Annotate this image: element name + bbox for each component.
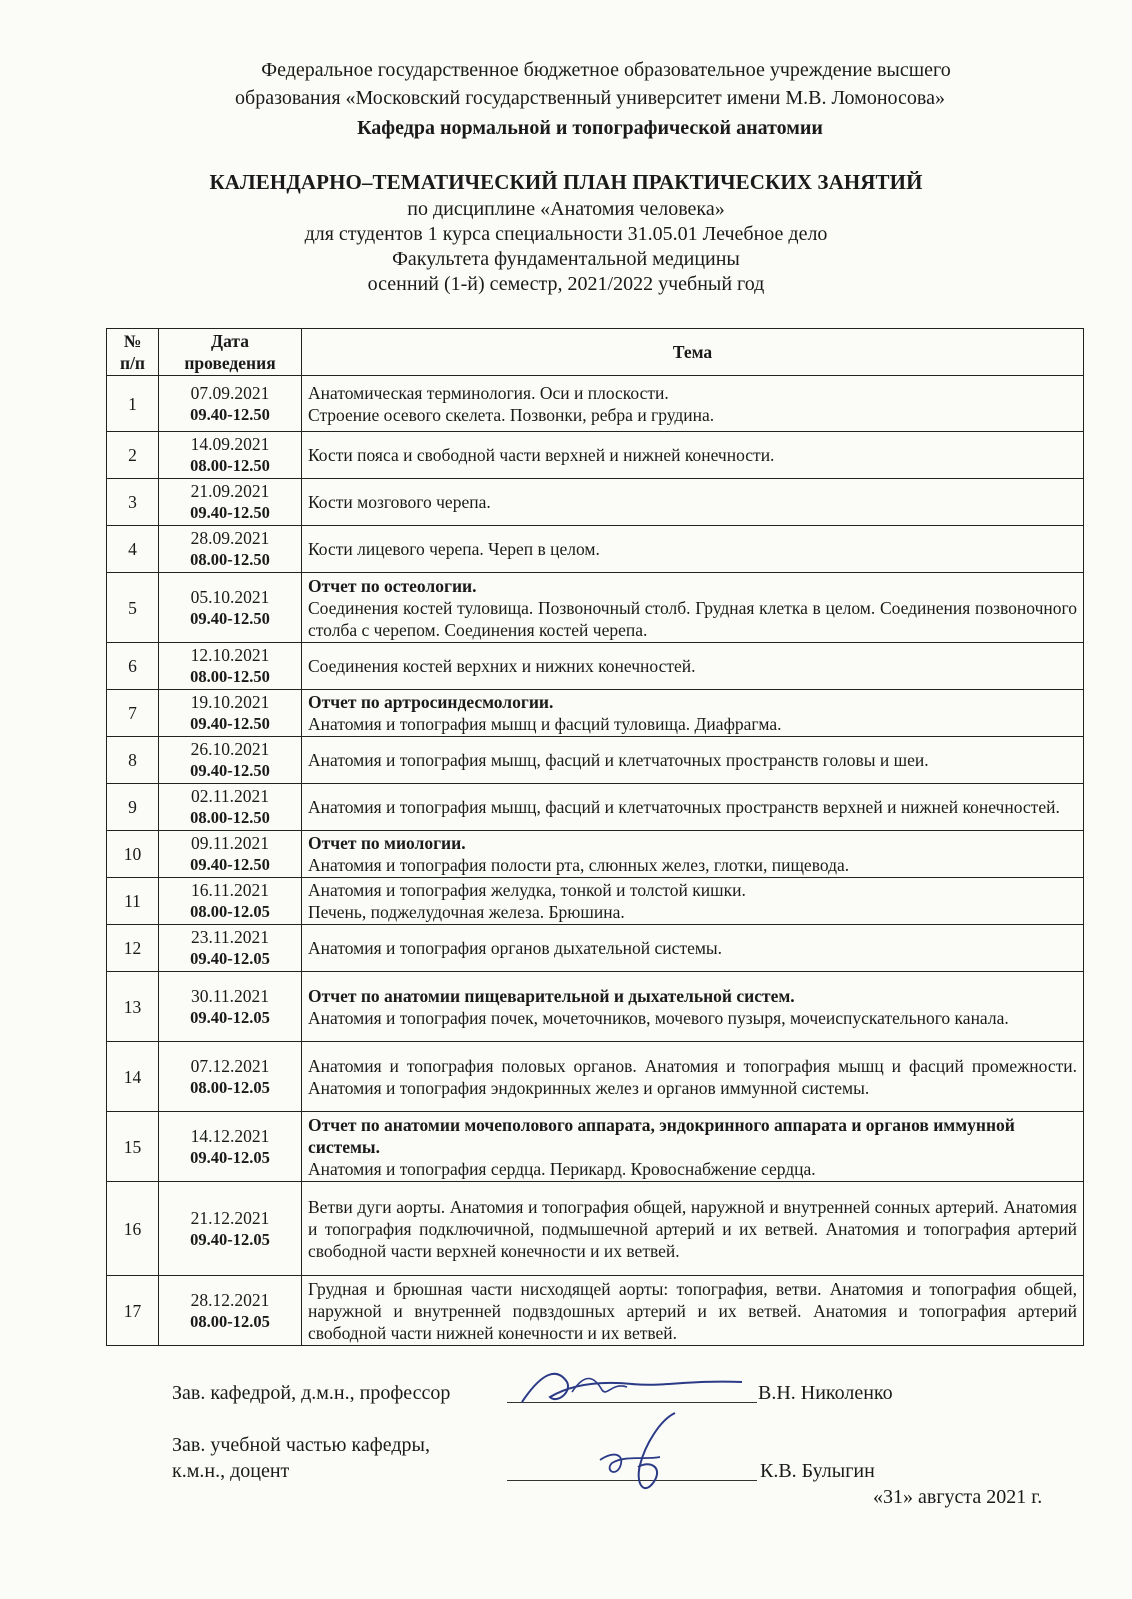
row-topic-line: Анатомия и топография почек, мочеточников, мочевого пузыря, мочеиспускательного канала. [308,1007,1009,1028]
edu-title-line2: к.м.н., доцент [172,1460,290,1482]
row-topic-line: Соединения костей туловища. Позвоночный столб. Грудная клетка в целом. Соединения позвоночного столба с черепом. Соединения костей черепа. [308,597,1077,640]
header-num-line1: № [123,331,142,351]
row-time: 08.00-12.05 [190,1077,270,1097]
row-date-cell [159,925,302,972]
row-date-cell [159,1042,302,1112]
row-time: 09.40-12.50 [190,404,270,424]
row-number: 7 [107,690,159,737]
row-topic [302,925,1084,972]
row-time: 09.40-12.05 [190,1007,270,1027]
discipline-line: по дисциплине «Анатомия человека» [407,198,725,220]
table-row [107,878,1084,925]
row-date-cell [159,737,302,784]
row-time: 09.40-12.50 [190,714,270,733]
header-num-line2: п/п [119,353,146,373]
row-date-cell [159,784,302,831]
table-row [107,1112,1084,1182]
row-date-cell [159,432,302,479]
table-row [107,643,1084,690]
organization-line-1: Федеральное государственное бюджетное образовательное учреждение высшего [261,59,951,81]
header-date-line1: Дата [211,331,249,351]
header-topic: Тема [302,329,1084,376]
row-date: 30.11.2021 [190,985,270,1006]
row-number: 6 [107,643,159,690]
row-number: 4 [107,526,159,573]
row-date: 14.09.2021 [190,434,270,454]
row-time: 08.00-12.05 [190,902,270,921]
row-topic-line: Строение осевого скелета. Позвонки, ребра и грудина. [308,404,715,425]
row-time: 08.00-12.05 [190,1311,270,1331]
row-date-cell [159,878,302,925]
row-date: 21.09.2021 [190,481,270,501]
table-row [107,737,1084,784]
table-row [107,925,1084,972]
table-row [107,526,1084,573]
row-time: 09.40-12.50 [190,608,270,628]
row-topic-report: Отчет по анатомии мочеполового аппарата, эндокринного аппарата и органов иммунной системы. [308,1114,1015,1157]
table-row [107,1276,1084,1346]
row-date-cell [159,479,302,526]
row-time: 08.00-12.50 [190,808,270,827]
row-topic-report: Отчет по артросиндесмологии. [308,692,554,712]
row-number: 9 [107,784,159,831]
edu-title-line1: Зав. учебной частью кафедры, [172,1434,430,1456]
row-number: 11 [107,878,159,925]
row-topic [302,878,1084,925]
faculty-line: Факультета фундаментальной медицины [392,248,740,270]
row-date: 28.12.2021 [190,1289,270,1310]
row-topic-report: Отчет по анатомии пищеварительной и дыхательной систем. [308,985,795,1006]
row-time: 09.40-12.05 [190,949,270,968]
row-date-cell [159,1182,302,1276]
row-date: 07.09.2021 [190,382,270,403]
row-topic [302,690,1084,737]
table-row [107,784,1084,831]
semester-line: осенний (1-й) семестр, 2021/2022 учебный год [367,273,765,295]
row-topic [302,784,1084,831]
row-time: 09.40-12.50 [190,855,270,874]
row-date: 28.09.2021 [190,528,270,548]
document-title: КАЛЕНДАРНО–ТЕМАТИЧЕСКИЙ ПЛАН ПРАКТИЧЕСКИХ ЗАНЯТИЙ [209,170,923,194]
row-number: 3 [107,479,159,526]
row-topic [302,479,1084,526]
schedule-body [107,376,1084,1346]
edu-signature-image [590,1405,700,1505]
row-topic [302,1042,1084,1112]
row-topic-line: Анатомия и топография желудка, тонкой и толстой кишки. [308,880,746,900]
row-topic [302,737,1084,784]
table-row [107,479,1084,526]
row-date: 07.12.2021 [190,1055,270,1076]
row-time: 08.00-12.50 [190,456,270,475]
table-row [107,831,1084,878]
row-topic-line: Анатомическая терминология. Оси и плоскости. [308,382,669,403]
row-topic-report: Отчет по остеологии. [308,575,477,596]
organization-line-2: образования «Московский государственный университет имени М.В. Ломоносова» [235,87,945,109]
row-date: 12.10.2021 [190,645,270,665]
row-topic-line: Анатомия и топография мышц, фасций и клетчаточных пространств головы и шеи. [308,750,929,770]
students-line: для студентов 1 курса специальности 31.05.01 Лечебное дело [304,223,828,245]
head-name: В.Н. Николенко [758,1382,893,1404]
row-number: 14 [107,1042,159,1112]
row-time: 09.40-12.05 [190,1229,270,1249]
table-row [107,432,1084,479]
row-number: 12 [107,925,159,972]
row-date-cell [159,972,302,1042]
row-number: 1 [107,376,159,432]
row-date: 19.10.2021 [190,692,270,712]
row-date-cell [159,1112,302,1182]
row-time: 08.00-12.50 [190,667,270,686]
row-number: 17 [107,1276,159,1346]
row-number: 13 [107,972,159,1042]
row-topic-line: Кости пояса и свободной части верхней и нижней конечности. [308,445,775,465]
row-time: 09.40-12.50 [190,761,270,780]
row-date: 02.11.2021 [190,786,270,806]
row-topic-line: Грудная и брюшная части нисходящей аорты: топография, ветви. Анатомия и топография общей, наружной и внутренней подвздошных артерий и их ветвей. Анатомия и топография артерий свободной части нижней конечности и их ветвей. [308,1278,1077,1343]
row-topic-line: Печень, поджелудочная железа. Брюшина. [308,902,625,922]
row-number: 15 [107,1112,159,1182]
header-date-line2: проведения [184,353,276,373]
row-number: 10 [107,831,159,878]
signature-date: «31» августа 2021 г. [873,1486,1043,1508]
row-date: 26.10.2021 [190,739,270,759]
row-date: 09.11.2021 [190,833,270,853]
row-date: 16.11.2021 [190,880,270,900]
row-topic [302,573,1084,643]
row-number: 8 [107,737,159,784]
row-number: 16 [107,1182,159,1276]
row-date: 14.12.2021 [190,1125,270,1146]
row-date-cell [159,831,302,878]
row-topic-line: Ветви дуги аорты. Анатомия и топография общей, наружной и внутренней сонных артерий. Анатомия и топография подключичной, подмышечной артерий и их ветвей. Анатомия и топография артерий свободной части верхней конечности и их ветвей. [308,1196,1077,1261]
row-date-cell [159,526,302,573]
row-topic-line: Анатомия и топография сердца. Перикард. Кровоснабжение сердца. [308,1158,816,1179]
row-topic-line: Соединения костей верхних и нижних конечностей. [308,656,696,676]
row-topic-line: Кости лицевого черепа. Череп в целом. [308,539,600,559]
row-date-cell [159,643,302,690]
row-topic-line: Анатомия и топография мышц и фасций туловища. Диафрагма. [308,714,782,734]
table-row [107,376,1084,432]
row-topic-line: Анатомия и топография органов дыхательной системы. [308,938,723,958]
row-topic-line: Кости мозгового черепа. [308,492,491,512]
department-name: Кафедра нормальной и топографической анатомии [357,117,823,139]
table-row [107,972,1084,1042]
edu-name: К.В. Булыгин [760,1460,875,1482]
row-topic [302,526,1084,573]
row-date-cell [159,1276,302,1346]
row-date-cell [159,573,302,643]
table-row [107,1182,1084,1276]
table-row [107,690,1084,737]
table-header-row [107,329,1084,376]
row-topic-line: Анатомия и топография мышц, фасций и клетчаточных пространств верхней и нижней конечностей. [308,797,1060,817]
header-num [107,329,159,376]
row-date: 05.10.2021 [190,586,270,607]
row-topic-line: Анатомия и топография половых органов. Анатомия и топография мышц и фасций промежности. Анатомия и топография эндокринных желез и органов иммунной системы. [308,1055,1077,1098]
table-row [107,573,1084,643]
row-topic-line: Анатомия и топография полости рта, слюнных желез, глотки, пищевода. [308,855,850,875]
table-row [107,1042,1084,1112]
row-topic [302,1112,1084,1182]
row-topic [302,1182,1084,1276]
row-time: 08.00-12.50 [190,550,270,569]
row-time: 09.40-12.05 [190,1147,270,1167]
row-topic [302,831,1084,878]
row-topic [302,376,1084,432]
schedule-table [106,328,1084,1346]
header-date [159,329,302,376]
row-topic-report: Отчет по миологии. [308,833,466,853]
row-topic [302,972,1084,1042]
row-number: 5 [107,573,159,643]
head-title: Зав. кафедрой, д.м.н., профессор [172,1382,451,1404]
row-time: 09.40-12.50 [190,503,270,522]
row-date: 21.12.2021 [190,1207,270,1228]
row-date-cell [159,690,302,737]
row-date-cell [159,376,302,432]
row-topic [302,1276,1084,1346]
row-date: 23.11.2021 [190,927,270,947]
row-topic [302,643,1084,690]
row-number: 2 [107,432,159,479]
row-topic [302,432,1084,479]
